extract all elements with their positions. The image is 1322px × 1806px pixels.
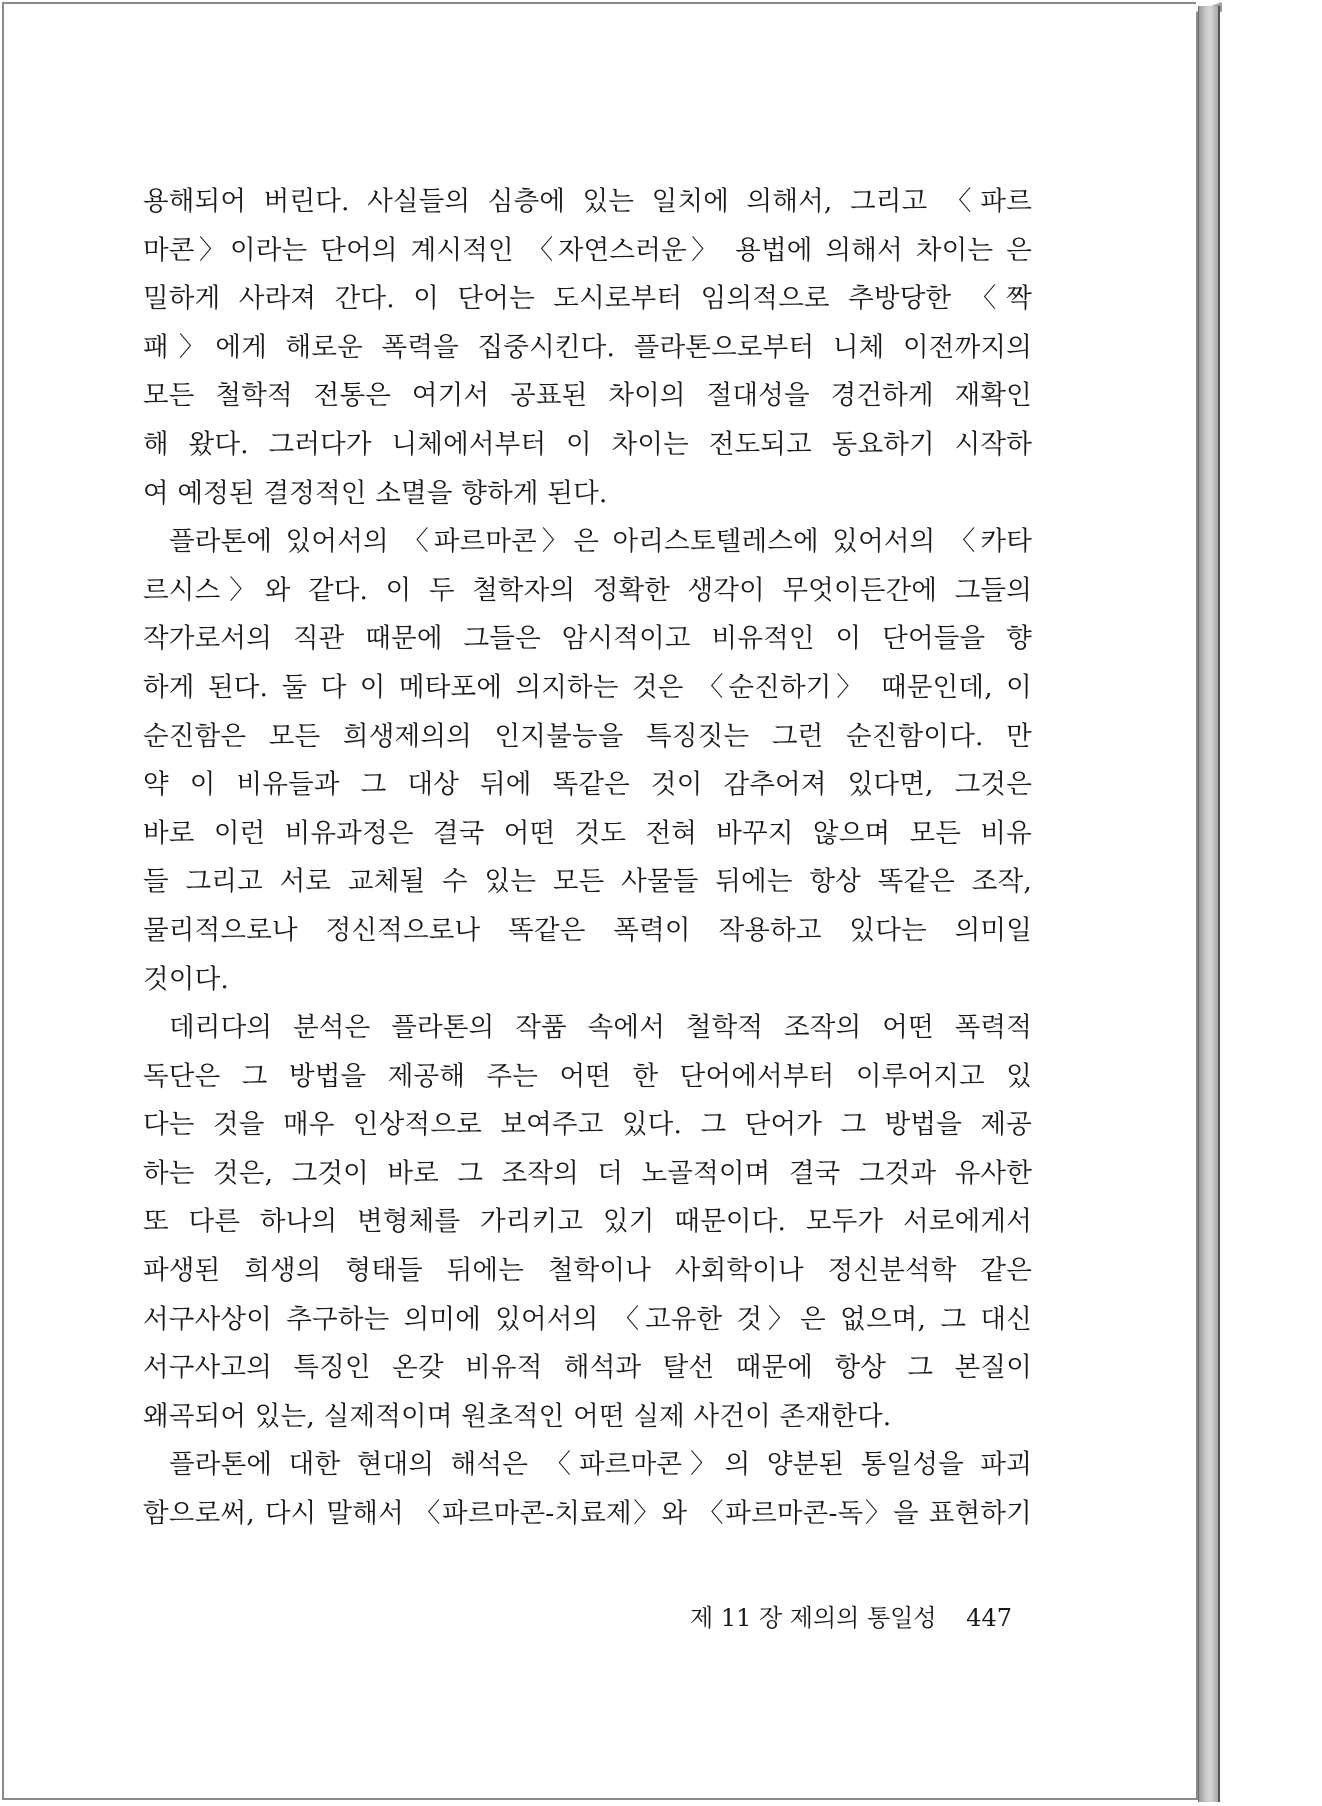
text-line: 하는 것은, 그것이 바로 그 조작의 더 노골적이며 결국 그것과 유사한 <box>143 1157 1032 1189</box>
text-line: 들 그리고 서로 교체될 수 있는 모든 사물들 뒤에는 항상 똑같은 조작, <box>143 866 1032 898</box>
text-line: 함으로써, 다시 말해서 〈파르마콘-치료제〉와 〈파르마콘-독〉을 표현하기 <box>143 1498 1032 1530</box>
text-line: 패〉에게 해로운 폭력을 집중시킨다. 플라톤으로부터 니체 이전까지의 <box>143 331 1032 363</box>
text-line: 서구사상이 추구하는 의미에 있어서의 〈고유한 것〉은 없으며, 그 대신 <box>143 1303 1032 1335</box>
text-line: 순진함은 모든 희생제의의 인지불능을 특징짓는 그런 순진함이다. 만 <box>143 720 1032 752</box>
text-line: 하게 된다. 둘 다 이 메타포에 의지하는 것은 〈순진하기〉 때문인데, 이 <box>143 671 1032 703</box>
text-line: 플라톤에 있어서의 〈파르마콘〉은 아리스토텔레스에 있어서의 〈카타 <box>169 526 1032 558</box>
text-line: 서구사고의 특징인 온갖 비유적 해석과 탈선 때문에 항상 그 본질이 <box>143 1352 1032 1384</box>
text-line: 물리적으로나 정신적으로나 똑같은 폭력이 작용하고 있다는 의미일 <box>143 914 1032 946</box>
page-footer <box>690 1598 1012 1633</box>
text-line: 파생된 희생의 형태들 뒤에는 철학이나 사회학이나 정신분석학 같은 <box>143 1255 1032 1287</box>
text-line: 마콘〉이라는 단어의 계시적인 〈자연스러운〉 용법에 의해서 차이는 은 <box>143 234 1032 266</box>
body-text <box>143 178 1032 1539</box>
text-line: 여 예정된 결정적인 소멸을 향하게 된다. <box>143 477 608 509</box>
page-edge <box>1198 6 1220 1802</box>
text-line: 해 왔다. 그러다가 니체에서부터 이 차이는 전도되고 동요하기 시작하 <box>143 428 1032 460</box>
text-line: 독단은 그 방법을 제공해 주는 어떤 한 단어에서부터 이루어지고 있 <box>143 1060 1032 1092</box>
text-line: 작가로서의 직관 때문에 그들은 암시적이고 비유적인 이 단어들을 향 <box>143 623 1032 655</box>
text-line: 다는 것을 매우 인상적으로 보여주고 있다. 그 단어가 그 방법을 제공 <box>143 1109 1032 1141</box>
text-line: 왜곡되어 있는, 실제적이며 원초적인 어떤 실제 사건이 존재한다. <box>143 1400 892 1432</box>
text-line: 용해되어 버린다. 사실들의 심층에 있는 일치에 의해서, 그리고 〈파르 <box>143 186 1032 217</box>
text-line: 바로 이런 비유과정은 결국 어떤 것도 전혀 바꾸지 않으며 모든 비유 <box>143 817 1032 849</box>
text-line: 또 다른 하나의 변형체를 가리키고 있기 때문이다. 모두가 서로에게서 <box>143 1206 1032 1238</box>
text-line: 플라톤에 대한 현대의 해석은 〈파르마콘〉의 양분된 통일성을 파괴 <box>169 1449 1032 1481</box>
chapter-title: 제 11 장 제의의 통일성 <box>690 1604 937 1632</box>
text-line: 밀하게 사라져 간다. 이 단어는 도시로부터 임의적으로 추방당한 〈짝 <box>143 283 1032 315</box>
text-line: 약 이 비유들과 그 대상 뒤에 똑같은 것이 감추어져 있다면, 그것은 <box>143 769 1032 801</box>
page-number: 447 <box>966 1604 1012 1632</box>
text-line: 것이다. <box>143 963 230 995</box>
text-line: 데리다의 분석은 플라톤의 작품 속에서 철학적 조작의 어떤 폭력적 <box>169 1012 1032 1044</box>
text-line: 모든 철학적 전통은 여기서 공표된 차이의 절대성을 경건하게 재확인 <box>143 380 1032 412</box>
text-line: 르시스〉와 같다. 이 두 철학자의 정확한 생각이 무엇이든간에 그들의 <box>143 574 1032 606</box>
